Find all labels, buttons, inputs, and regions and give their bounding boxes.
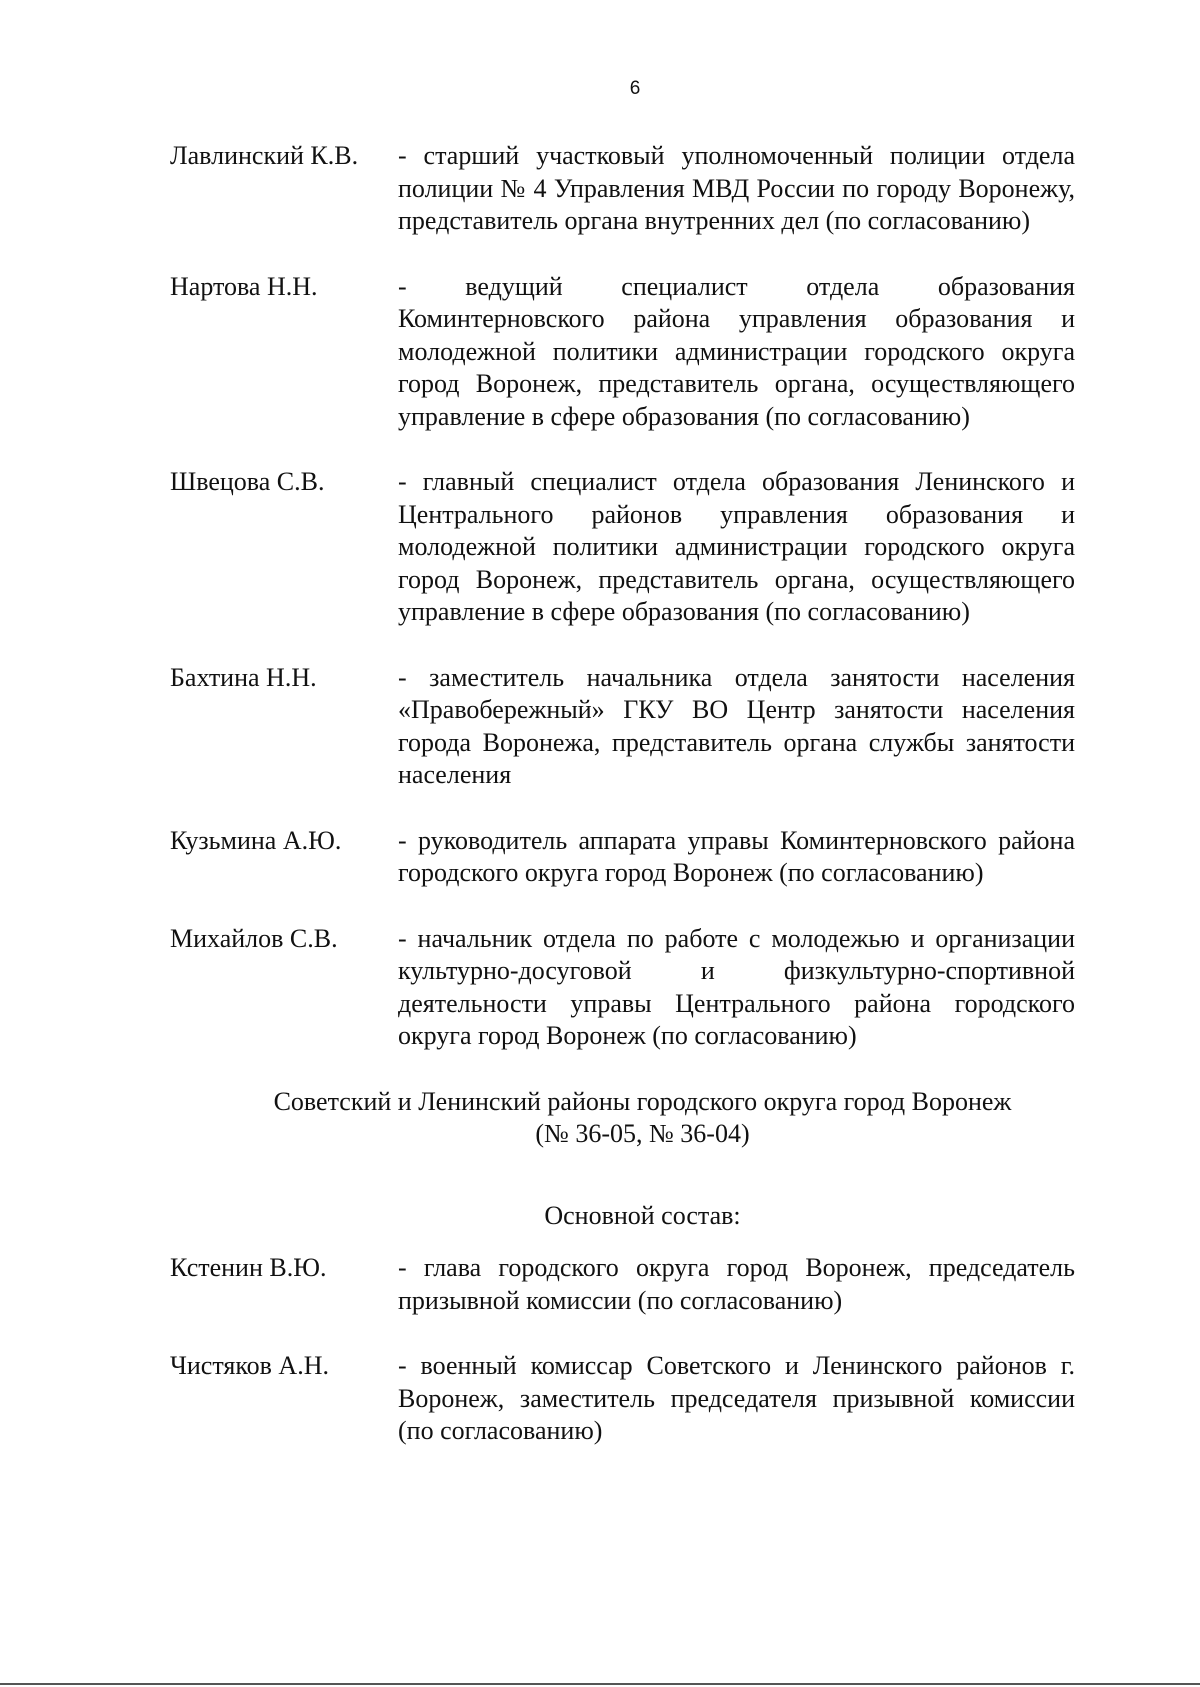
region-heading-line2: (№ 36-05, № 36-04) <box>535 1119 750 1148</box>
member-description: - заместитель начальника отдела занятости населения «Правобережный» ГКУ ВО Центр занятости населения города Воронежа, представитель органа службы занятости населения <box>398 662 1075 789</box>
member-name: Михайлов С.В. <box>170 923 338 953</box>
region-heading-line1: Советский и Ленинский районы городского округа город Воронеж <box>273 1086 1012 1116</box>
member-entry <box>170 271 1075 434</box>
member-entry <box>170 825 1075 890</box>
member-description: - главный специалист отдела образования Ленинского и Центрального районов управления образования и молодежной политики администрации городского округа город Воронеж, представитель органа, осуществляющего управление в сфере образования (по согласованию) <box>398 467 1075 626</box>
composition-heading: Основной состав: <box>544 1200 741 1230</box>
member-description: - начальник отдела по работе с молодежью и организации культурно-досуговой и физкультурно-спортивной деятельности управы Центрального района городского округа город Воронеж (по согласованию) <box>398 923 1075 1050</box>
member-entry <box>170 466 1075 629</box>
member-name: Кузьмина А.Ю. <box>170 825 342 855</box>
member-description: - военный комиссар Советского и Ленинского районов г. Воронеж, заместитель председателя призывной комиссии (по согласованию) <box>398 1351 1075 1445</box>
member-name: Швецова С.В. <box>170 467 325 496</box>
member-entry <box>170 1252 1075 1317</box>
page-number: 6 <box>629 78 641 99</box>
member-name: Чистяков А.Н. <box>170 1351 329 1380</box>
member-entry <box>170 1350 1075 1448</box>
member-name: Нартова Н.Н. <box>170 271 318 301</box>
member-name: Кстенин В.Ю. <box>170 1253 327 1282</box>
member-description: - руководитель аппарата управы Коминтерновского района городского округа город Воронеж (по согласованию) <box>398 825 1075 887</box>
document-body <box>170 140 1075 1481</box>
member-name: Лавлинский К.В. <box>170 141 359 170</box>
member-description: - ведущий специалист отдела образования Коминтерновского района управления образования и молодежной политики администрации городского округа город Воронеж, представитель органа, осуществляющего управление в сфере образования (по согласованию) <box>398 271 1075 431</box>
member-description: - глава городского округа город Воронеж, председатель призывной комиссии (по согласованию) <box>398 1253 1075 1315</box>
member-entry <box>170 923 1075 1053</box>
member-entry <box>170 140 1075 238</box>
member-description: - старший участковый уполномоченный полиции отдела полиции № 4 Управления МВД России по городу Воронежу, представитель органа внутренних дел (по согласованию) <box>398 141 1075 235</box>
member-entry <box>170 662 1075 792</box>
member-name: Бахтина Н.Н. <box>170 662 317 692</box>
page-bottom-rule <box>0 1683 1200 1685</box>
region-heading <box>210 1086 1075 1151</box>
